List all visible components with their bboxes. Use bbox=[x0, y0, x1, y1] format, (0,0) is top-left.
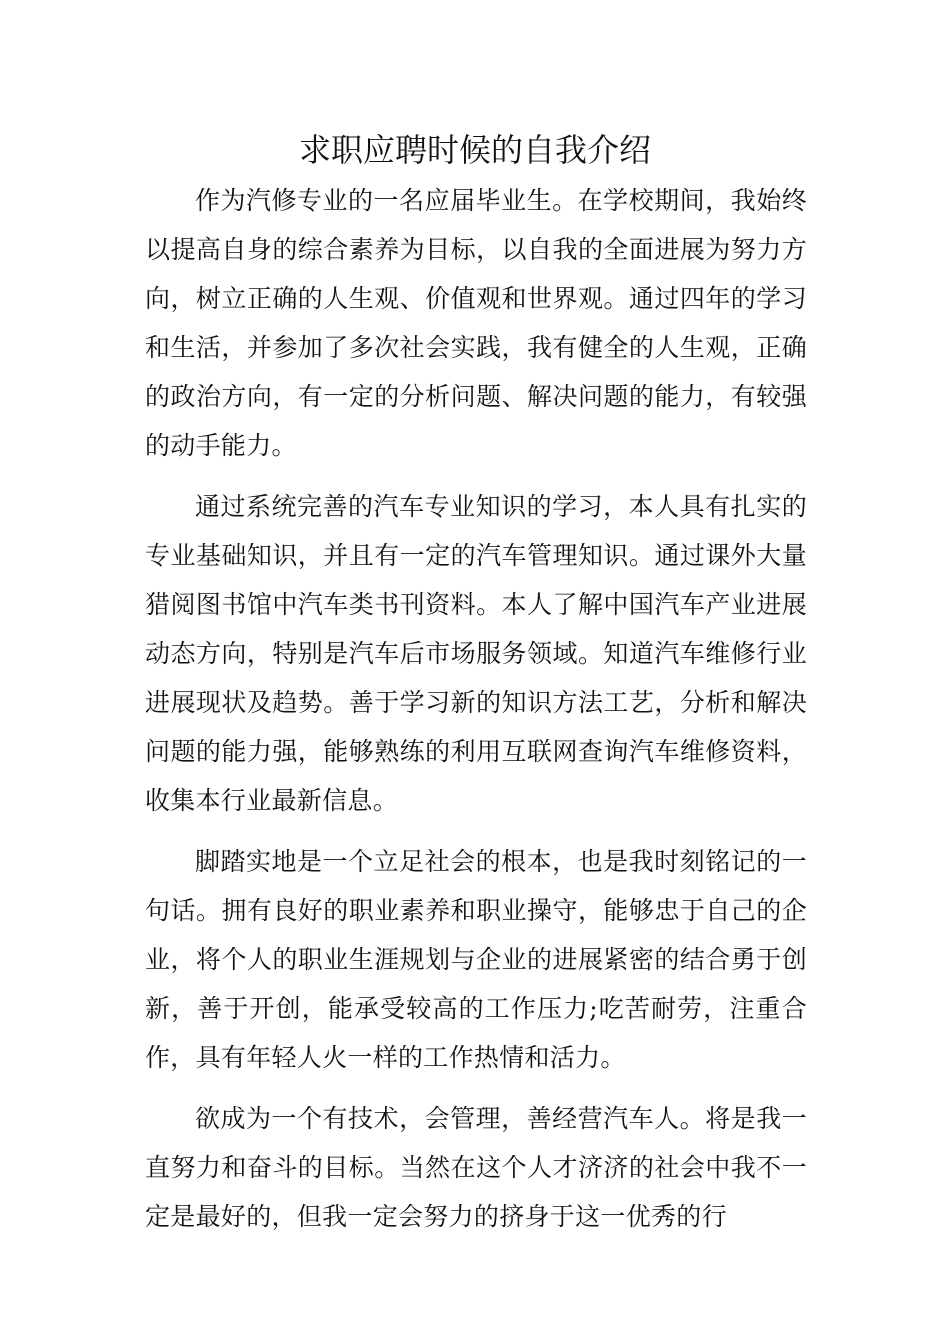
paragraph-2: 通过系统完善的汽车专业知识的学习，本人具有扎实的专业基础知识，并且有一定的汽车管理知识。通过课外大量猎阅图书馆中汽车类书刊资料。本人了解中国汽车产业进展动态方向，特别是汽车后市场服务领域。知道汽车维修行业进展现状及趋势。善于学习新的知识方法工艺，分析和解决问题的能力强，能够熟练的利用互联网查询汽车维修资料，收集本行业最新信息。 bbox=[145, 492, 807, 815]
paragraph-gap bbox=[145, 825, 807, 837]
paragraph-gap bbox=[145, 470, 807, 482]
paragraph-4: 欲成为一个有技术，会管理，善经营汽车人。将是我一直努力和奋斗的目标。当然在这个人才济济的社会中我不一定是最好的，但我一定会努力的挤身于这一优秀的行 bbox=[145, 1104, 807, 1231]
paragraph-1: 作为汽修专业的一名应届毕业生。在学校期间，我始终以提高自身的综合素养为目标，以自我的全面进展为努力方向，树立正确的人生观、价值观和世界观。通过四年的学习和生活，并参加了多次社会实践，我有健全的人生观，正确的政治方向，有一定的分析问题、解决问题的能力，有较强的动手能力。 bbox=[145, 186, 807, 460]
document-title: 求职应聘时候的自我介绍 bbox=[298, 131, 651, 169]
paragraph-3: 脚踏实地是一个立足社会的根本，也是我时刻铭记的一句话。拥有良好的职业素养和职业操守，能够忠于自己的企业，将个人的职业生涯规划与企业的进展紧密的结合勇于创新，善于开创，能承受较高的工作压力;吃苦耐劳，注重合作，具有年轻人火一样的工作热情和活力。 bbox=[145, 847, 807, 1072]
paragraph-gap bbox=[145, 1082, 807, 1094]
document-body bbox=[145, 176, 807, 1241]
